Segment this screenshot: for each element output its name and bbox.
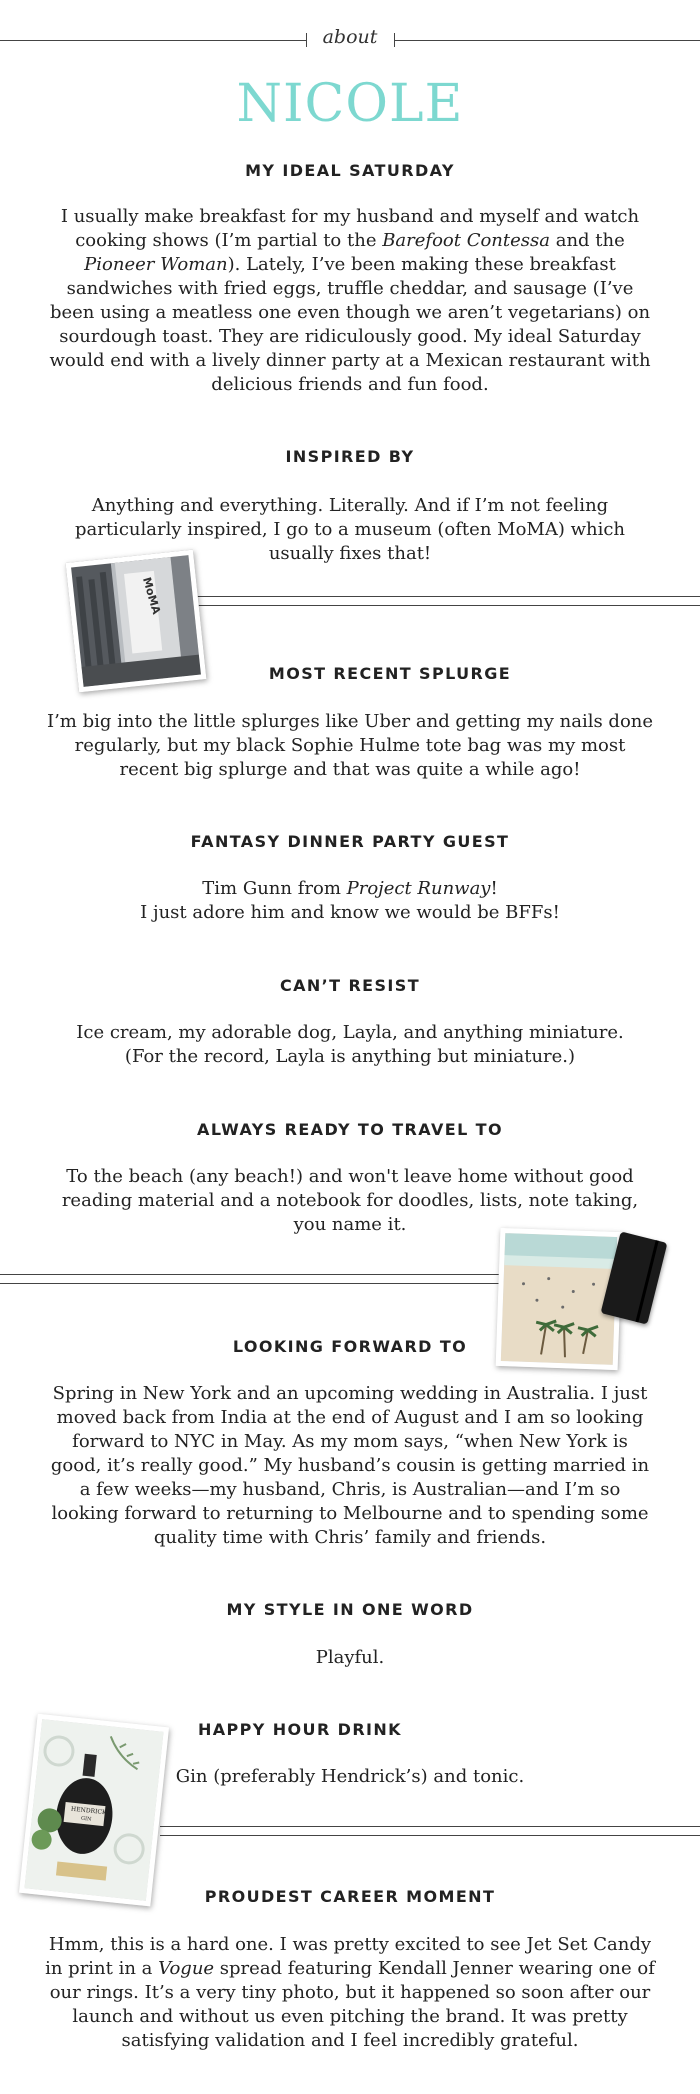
section-heading-ideal-saturday: MY IDEAL SATURDAY <box>245 161 455 180</box>
text-part: spread featuring Kendall Jenner wearing one of our rings. It’s a very tiny photo, but it happened so soon after our launch and without us even pitching the brand. It was pretty satisfying validation and I feel incredibly grateful. <box>49 1958 655 2051</box>
section-text-style-word: Playful. <box>315 1647 385 1668</box>
cant-resist-line-2: (For the record, Layla is anything but miniature.) <box>124 1046 576 1067</box>
section-heading-recent-splurge: MOST RECENT SPLURGE <box>268 664 512 683</box>
text-part: ! <box>490 878 498 899</box>
section-text-inspired-by: Anything and everything. Literally. And if I’m not feeling particularly inspired, I go to a museum (often MoMA) which usually fixes that! <box>74 495 626 564</box>
show-title-pioneer-woman: Pioneer Woman <box>84 254 228 275</box>
profile-name: NICOLE <box>236 74 464 134</box>
section-text-career-moment <box>45 1933 655 2053</box>
section-text-ideal-saturday <box>45 205 655 397</box>
dinner-guest-line-1 <box>40 877 660 901</box>
section-text-happy-hour: Gin (preferably Hendrick’s) and tonic. <box>175 1766 525 1787</box>
section-heading-dinner-guest: FANTASY DINNER PARTY GUEST <box>190 832 510 851</box>
section-heading-travel-to: ALWAYS READY TO TRAVEL TO <box>197 1120 503 1139</box>
section-text-recent-splurge: I’m big into the little splurges like Uber and getting my nails done regularly, but my black Sophie Hulme tote bag was my most recent big splurge and that was quite a while ago! <box>46 711 654 780</box>
dinner-guest-line-2: I just adore him and know we would be BFFs! <box>140 902 560 923</box>
divider-rule-top <box>160 1826 700 1827</box>
section-text-travel-to: To the beach (any beach!) and won't leave home without good reading material and a notebook for doodles, lists, note taking, you name it. <box>61 1166 639 1235</box>
section-heading-looking-forward: LOOKING FORWARD TO <box>232 1337 468 1356</box>
text-part: Hmm, this is a hard one. I was pretty excited to see Jet Set Candy in print in a <box>45 1934 652 1979</box>
section-text-dinner-guest <box>40 877 660 925</box>
magazine-title-vogue: Vogue <box>158 1958 215 1979</box>
section-heading-career-moment: PROUDEST CAREER MOMENT <box>204 1887 496 1906</box>
text-part: I usually make breakfast for my husband and myself and watch cooking shows (I’m partial to the <box>60 206 640 251</box>
section-heading-happy-hour: HAPPY HOUR DRINK <box>197 1720 402 1739</box>
section-text-looking-forward: Spring in New York and an upcoming wedding in Australia. I just moved back from India at the end of August and I am so looking forward to NYC in May. As my mom says, “when New York is good, it’s really good.” My husband’s cousin is getting married in a few weeks—my husband, Chris, is Australian—and I’m so looking forward to returning to Melbourne and to spending some quality time with Chris’ family and friends. <box>50 1383 650 1548</box>
show-title-barefoot-contessa: Barefoot Contessa <box>382 230 550 251</box>
show-title-project-runway: Project Runway <box>346 878 491 899</box>
section-heading-cant-resist: CAN’T RESIST <box>279 976 421 995</box>
gin-label-text: HENDRICK'S <box>70 1805 113 1817</box>
divider-rule-bottom <box>160 1835 700 1836</box>
divider-rule-bottom <box>0 1283 500 1284</box>
divider-rule-top <box>0 1274 500 1275</box>
gin-photo <box>19 1714 169 1907</box>
museum-sign-text: MoMA <box>139 575 163 616</box>
text-part: ). Lately, I’ve been making these breakfast sandwiches with fried eggs, truffle cheddar, and sausage (I’ve been using a meatless one even though we aren’t vegetarians) on sourdough toast. They are ridiculously good. My ideal Saturday would end with a lively dinner party at a Mexican restaurant with delicious friends and fun food. <box>49 254 651 395</box>
gin-label-sub: GIN <box>80 1815 92 1823</box>
text-part: and the <box>550 230 625 251</box>
about-label: about <box>322 26 378 48</box>
divider-rule-top <box>190 596 700 597</box>
notebook-band <box>635 1240 658 1322</box>
section-heading-inspired-by: INSPIRED BY <box>285 447 415 466</box>
cant-resist-line-1: Ice cream, my adorable dog, Layla, and anything miniature. <box>76 1022 624 1043</box>
divider-rule-bottom <box>190 605 700 606</box>
text-part: Tim Gunn from <box>202 878 347 899</box>
section-heading-style-word: MY STYLE IN ONE WORD <box>226 1600 474 1619</box>
section-text-cant-resist <box>40 1021 660 1069</box>
